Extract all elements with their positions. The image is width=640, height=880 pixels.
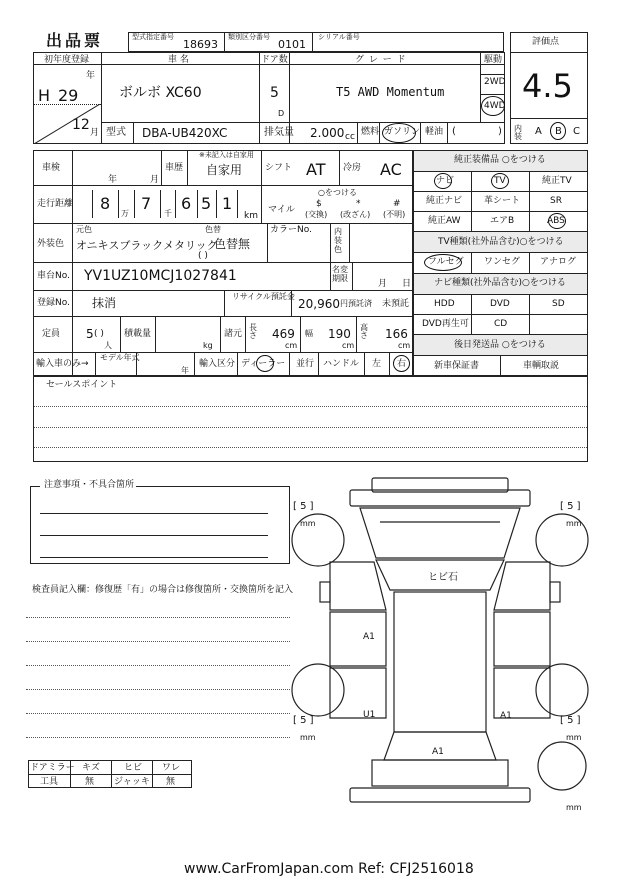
equip-tv: TV xyxy=(494,176,506,186)
damage-mark-rear-left: U1 xyxy=(363,710,376,720)
drive-4wd: 4WD xyxy=(484,101,506,111)
notes-frame xyxy=(30,486,290,564)
mileage-digit-3: 6 xyxy=(181,194,192,213)
mileage-digit-1: 8 xyxy=(100,194,111,213)
spare-tire-unit: mm xyxy=(566,803,582,812)
car-name: ボルボ XC60 xyxy=(119,85,202,101)
fuel-circle xyxy=(382,123,416,143)
mileage-digit-5: 1 xyxy=(222,194,233,213)
evaluation-score: 4.5 xyxy=(522,67,573,105)
equip-abs: ABS xyxy=(547,216,565,226)
mileage-digit-2: 7 xyxy=(141,194,152,213)
car-name-label: 車 名 xyxy=(168,55,189,65)
sales-point-label: セールスポイント xyxy=(46,380,118,390)
damage-mark-rear-bumper: A1 xyxy=(432,747,444,757)
tire-fr-depth: [ 5 ] xyxy=(560,501,581,512)
serial-label: シリアル番号 xyxy=(318,33,360,41)
tv-fullseg: フルセグ xyxy=(428,257,464,267)
diagonal-slash xyxy=(34,104,100,144)
interior-grade: B xyxy=(555,126,562,137)
length-value: 469 xyxy=(272,327,295,341)
damage-mark-left-door: A1 xyxy=(363,632,375,642)
exterior-color: オニキスブラックメタリック xyxy=(76,239,218,252)
damage-mark-rear-right: A1 xyxy=(500,711,512,721)
model-value: DBA-UB420XC xyxy=(142,126,228,140)
displacement-value: 2.000 xyxy=(310,126,345,140)
ruibetsu-label: 類別区分番号 xyxy=(228,33,270,41)
grade-value: T5 AWD Momentum xyxy=(336,85,445,99)
dealer-option: ディーラー xyxy=(241,359,286,369)
equip-navi: ナビ xyxy=(436,176,455,186)
chassis-number: YV1UZ10MCJ1027841 xyxy=(84,268,237,284)
tire-fl-depth: [ 5 ] xyxy=(293,501,314,512)
width-value: 190 xyxy=(328,327,351,341)
ac-value: AC xyxy=(380,160,402,179)
notes-label: 注意事項・不具合箇所 xyxy=(44,480,135,490)
right-circle xyxy=(393,355,410,372)
sheet-title: 出品票 xyxy=(46,31,104,50)
usage-value: 自家用 xyxy=(206,163,243,177)
era: H xyxy=(38,86,51,105)
height-value: 166 xyxy=(385,327,408,341)
handle-right: 右 xyxy=(397,359,407,369)
interior-b-circle xyxy=(550,122,566,140)
tire-rl-depth: [ 5 ] xyxy=(293,715,314,726)
katashiki-label: 型式指定番号 xyxy=(132,33,174,41)
reg-month: 12 xyxy=(72,117,90,133)
capacity-value: 5 xyxy=(86,327,94,341)
drive-4wd-circle xyxy=(481,96,505,116)
fuel-value: ガソリン xyxy=(384,127,421,137)
inspector-label: 検査員記入欄：修復歴「有」の場合は修復箇所・交換箇所を記入 xyxy=(32,585,294,595)
tire-rr-depth: [ 5 ] xyxy=(560,715,581,726)
reg-year: 29 xyxy=(58,86,79,105)
damage-mark-windshield: ヒビ石 xyxy=(428,572,458,583)
katashiki-value: 18693 xyxy=(183,38,218,51)
shift-value: AT xyxy=(306,160,326,179)
dealer-circle xyxy=(256,355,274,372)
color-change: 色替無 xyxy=(214,237,251,251)
ruibetsu-value: 0101 xyxy=(278,38,306,51)
first-reg-label: 初年度登録 xyxy=(44,55,90,65)
registration-value: 抹消 xyxy=(92,296,117,310)
car-diagram xyxy=(290,470,590,810)
mileage-digit-4: 5 xyxy=(201,194,212,213)
footer-watermark: www.CarFromJapan.com Ref: CFJ2516018 xyxy=(184,861,474,877)
recycle-amount: 20,960 xyxy=(298,297,340,311)
doors-value: 5 xyxy=(270,85,279,101)
